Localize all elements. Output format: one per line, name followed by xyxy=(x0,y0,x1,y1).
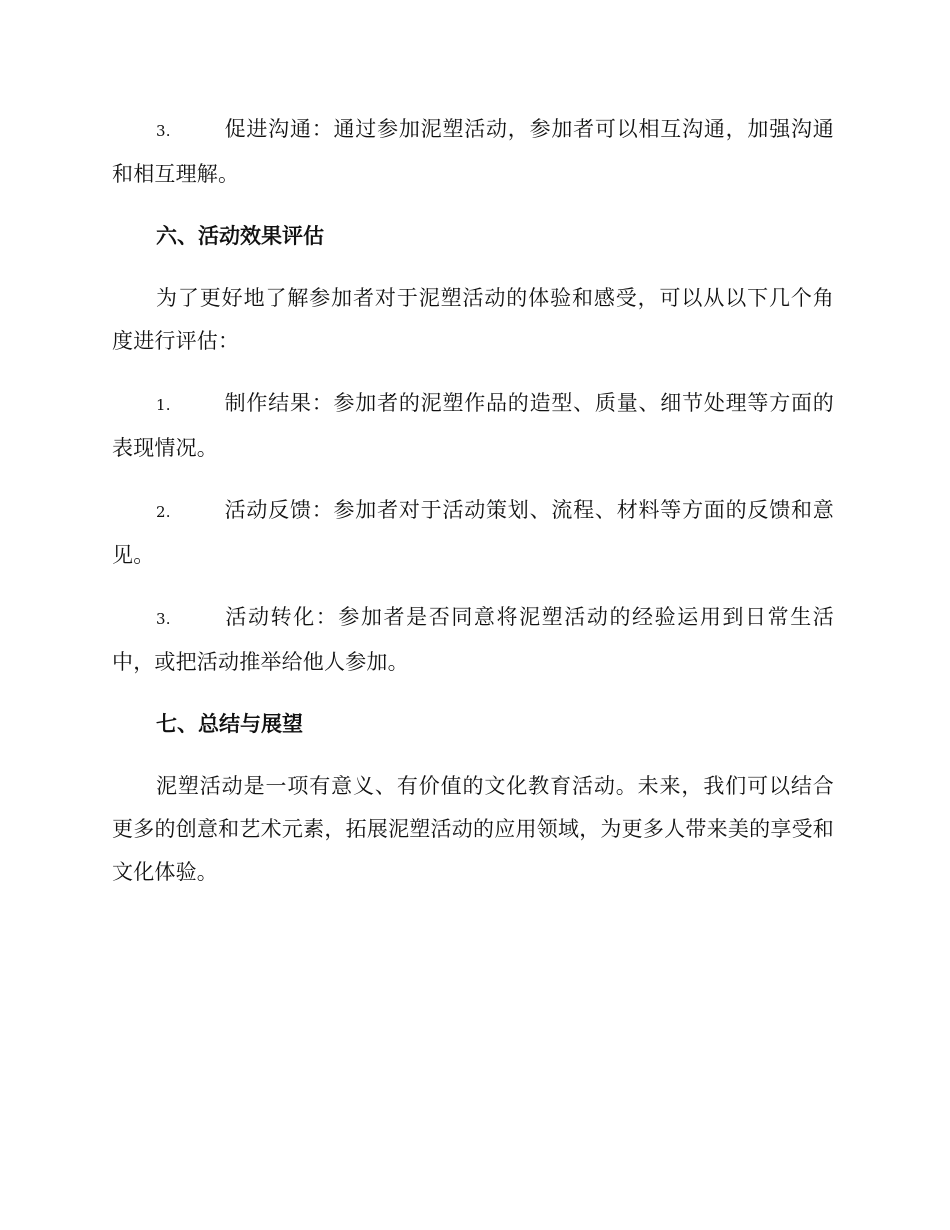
section-heading: 六、活动效果评估 xyxy=(156,224,324,248)
list-item-text: 促进沟通：通过参加泥塑活动，参加者可以相互沟通，加强沟通和相互理解。 xyxy=(112,117,834,186)
list-item-text: 活动反馈：参加者对于活动策划、流程、材料等方面的反馈和意见。 xyxy=(112,498,834,567)
list-item-number: 2. xyxy=(156,503,171,521)
paragraph: 为了更好地了解参加者对于泥塑活动的体验和感受，可以从以下几个角度进行评估： xyxy=(112,286,834,353)
list-item xyxy=(112,108,834,196)
section-heading: 七、总结与展望 xyxy=(156,712,303,736)
document-body xyxy=(112,108,834,913)
list-item-number: 3. xyxy=(156,122,171,140)
list-item-number: 1. xyxy=(156,396,171,414)
list-item xyxy=(112,382,834,470)
paragraph: 泥塑活动是一项有意义、有价值的文化教育活动。未来，我们可以结合更多的创意和艺术元素，拓展泥塑活动的应用领域，为更多人带来美的享受和文化体验。 xyxy=(112,774,834,884)
list-item-number: 3. xyxy=(156,610,171,628)
list-item-text: 制作结果：参加者的泥塑作品的造型、质量、细节处理等方面的表现情况。 xyxy=(112,391,834,460)
list-item xyxy=(112,489,834,577)
list-item xyxy=(112,596,834,684)
list-item-text: 活动转化：参加者是否同意将泥塑活动的经验运用到日常生活中，或把活动推举给他人参加。 xyxy=(112,605,834,674)
